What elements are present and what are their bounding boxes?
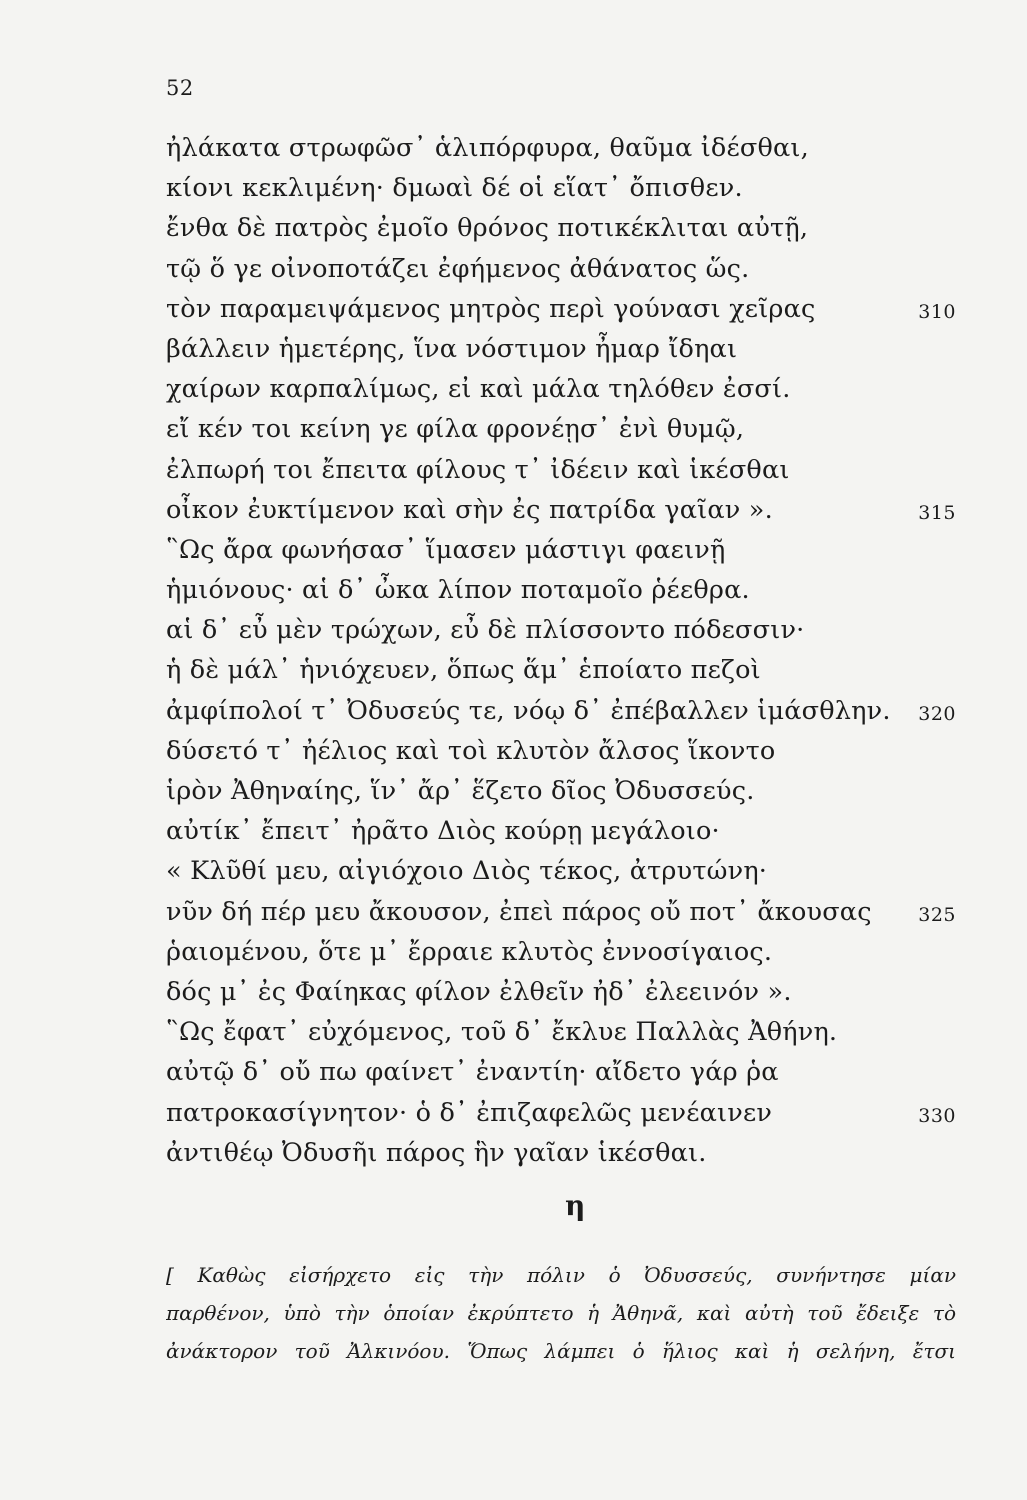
verse-block bbox=[166, 128, 956, 1173]
verse-line-text: τὸν παραμειψάμενος μητρὸς περὶ γούνασι χεῖρας bbox=[166, 293, 816, 324]
verse-line-text: δύσετό τ᾽ ἠέλιος καὶ τοὶ κλυτὸν ἄλσος ἵκοντο bbox=[166, 735, 776, 766]
line-number: 320 bbox=[918, 702, 956, 725]
verse-line bbox=[166, 369, 956, 409]
verse-line-text: τῷ ὅ γε οἰνοποτάζει ἐφήμενος ἀθάνατος ὥς. bbox=[166, 253, 750, 284]
verse-line bbox=[166, 409, 956, 449]
verse-line-text: ἠλάκατα στρωφῶσ᾽ ἁλιπόρφυρα, θαῦμα ἰδέσθαι, bbox=[166, 133, 809, 163]
verse-line bbox=[166, 972, 956, 1012]
verse-line bbox=[166, 650, 956, 690]
verse-line bbox=[166, 329, 956, 369]
verse-line-text: κίονι κεκλιμένη· δμωαὶ δέ οἱ εἵατ᾽ ὄπισθεν. bbox=[166, 173, 743, 204]
verse-line-text: δός μ᾽ ἐς Φαίηκας φίλον ἐλθεῖν ἠδ᾽ ἐλεεινόν ». bbox=[166, 976, 792, 1007]
verse-line bbox=[166, 1012, 956, 1052]
verse-line bbox=[166, 811, 956, 851]
verse-line-text: ἔνθα δὲ πατρὸς ἐμοῖο θρόνος ποτικέκλιται αὐτῇ, bbox=[166, 213, 809, 244]
line-number: 325 bbox=[918, 903, 956, 926]
verse-line-text: ἀμφίπολοί τ᾽ Ὀδυσεύς τε, νόῳ δ᾽ ἐπέβαλλεν ἱμάσθλην. bbox=[166, 695, 891, 726]
section-mark: η bbox=[565, 1189, 586, 1222]
verse-line bbox=[166, 1052, 956, 1092]
verse-line-text: ἀντιθέῳ Ὀδυσῆι πάρος ἣν γαῖαν ἱκέσθαι. bbox=[166, 1137, 707, 1168]
verse-line-text: ἡ δὲ μάλ᾽ ἡνιόχευεν, ὅπως ἅμ᾽ ἑποίατο πεζοὶ bbox=[166, 655, 761, 686]
verse-line-text: χαίρων καρπαλίμως, εἰ καὶ μάλα τηλόθεν ἐσσί. bbox=[166, 374, 791, 405]
verse-line-text: ἐλπωρή τοι ἔπειτα φίλους τ᾽ ἰδέειν καὶ ἱκέσθαι bbox=[166, 454, 790, 485]
verse-line-text: νῦν δή πέρ μευ ἄκουσον, ἐπεὶ πάρος οὔ ποτ᾽ ἄκουσας bbox=[166, 896, 872, 927]
verse-line bbox=[166, 128, 956, 168]
verse-line-text: αἱ δ᾽ εὖ μὲν τρώχων, εὖ δὲ πλίσσοντο πόδεσσιν· bbox=[166, 615, 805, 646]
verse-line bbox=[166, 249, 956, 289]
verse-line-text: αὐτίκ᾽ ἔπειτ᾽ ἠρᾶτο Διὸς κούρῃ μεγάλοιο· bbox=[166, 816, 720, 847]
verse-line bbox=[166, 1133, 956, 1173]
verse-line bbox=[166, 691, 956, 731]
verse-line-text: ἡμιόνους· αἱ δ᾽ ὦκα λίπον ποταμοῖο ῥέεθρα. bbox=[166, 575, 750, 606]
line-number: 310 bbox=[918, 300, 956, 323]
verse-line-text: βάλλειν ἡμετέρης, ἵνα νόστιμον ἦμαρ ἴδηαι bbox=[166, 333, 738, 364]
verse-line-text: ῝Ως ἔφατ᾽ εὐχόμενος, τοῦ δ᾽ ἔκλυε Παλλὰς Ἀθήνη. bbox=[166, 1017, 838, 1048]
verse-line-text: πατροκασίγνητον· ὁ δ᾽ ἐπιζαφελῶς μενέαινεν bbox=[166, 1097, 773, 1128]
verse-line-text: ἱρὸν Ἀθηναίης, ἵν᾽ ἄρ᾽ ἕζετο δῖος Ὀδυσσεύς. bbox=[166, 776, 755, 806]
verse-line bbox=[166, 450, 956, 490]
verse-line bbox=[166, 731, 956, 771]
summary-line: ἀνάκτορον τοῦ Ἀλκινόου. Ὅπως λάμπει ὁ ἥλιος καὶ ἡ σελήνη, ἔτσι bbox=[166, 1339, 956, 1363]
verse-line-text: εἴ κέν τοι κείνη γε φίλα φρονέῃσ᾽ ἐνὶ θυμῷ, bbox=[166, 414, 745, 445]
verse-line-text: ῝Ως ἄρα φωνήσασ᾽ ἵμασεν μάστιγι φαεινῇ bbox=[166, 534, 726, 565]
verse-line bbox=[166, 1093, 956, 1133]
verse-line bbox=[166, 168, 956, 208]
summary-paragraph bbox=[166, 1256, 956, 1370]
verse-line bbox=[166, 851, 956, 891]
line-number: 315 bbox=[918, 501, 956, 524]
verse-line bbox=[166, 610, 956, 650]
summary-line: παρθένον, ὑπὸ τὴν ὁποίαν ἐκρύπτετο ἡ Ἀθηνᾶ, καὶ αὐτὴ τοῦ ἔδειξε τὸ bbox=[166, 1301, 956, 1325]
page-number: 52 bbox=[166, 76, 194, 100]
verse-line bbox=[166, 530, 956, 570]
verse-line bbox=[166, 892, 956, 932]
verse-line bbox=[166, 570, 956, 610]
verse-line bbox=[166, 208, 956, 248]
summary-line: [ Καθὼς εἰσήρχετο εἰς τὴν πόλιν ὁ Ὀδυσσεύς, συνήντησε μίαν bbox=[166, 1263, 956, 1287]
verse-line-text: αὐτῷ δ᾽ οὔ πω φαίνετ᾽ ἐναντίη· αἴδετο γάρ ῥα bbox=[166, 1057, 779, 1088]
verse-line bbox=[166, 771, 956, 811]
verse-line-text: « Κλῦθί μευ, αἰγιόχοιο Διὸς τέκος, ἀτρυτώνη· bbox=[166, 856, 768, 887]
verse-line bbox=[166, 490, 956, 530]
verse-line-text: οἶκον ἐυκτίμενον καὶ σὴν ἐς πατρίδα γαῖαν ». bbox=[166, 494, 773, 525]
verse-line bbox=[166, 289, 956, 329]
verse-line-text: ῥαιομένου, ὅτε μ᾽ ἔρραιε κλυτὸς ἐννοσίγαιος. bbox=[166, 936, 773, 967]
verse-line bbox=[166, 932, 956, 972]
line-number: 330 bbox=[918, 1104, 956, 1127]
